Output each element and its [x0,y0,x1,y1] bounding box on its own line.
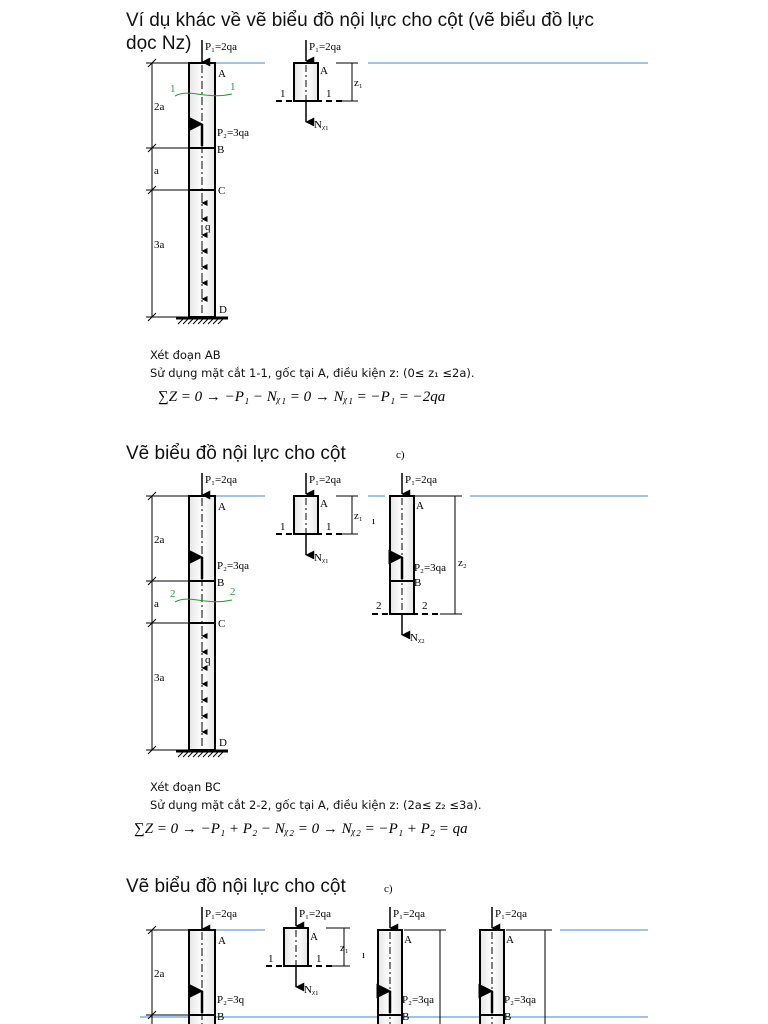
point-a-label: A [218,935,226,947]
section3-title: Vẽ biểu đồ nội lực cho cột [126,876,346,897]
section2-body-line2: Sử dụng mặt cắt 2-2, gốc tại A, điều kiện z: (2a≤ z₂ ≤3a). [150,798,482,812]
q-label: q [205,221,211,233]
p2-label: P₂=3qa [217,127,250,139]
nz1-label: Nᵪ₁ [314,552,329,564]
point-a-label: A [218,68,226,80]
point-c-label: C [218,185,226,197]
section1-title: Ví dụ khác về vẽ biểu đồ nội lực cho cột (vẽ biểu đồ lực dọc Nz) [126,10,594,54]
dim-2a-label: 2a [154,968,165,980]
fbd2-point-a-label: A [416,500,424,512]
dim-2a-label: 2a [154,534,165,546]
nz2-label: Nᵪ₂ [410,632,425,644]
q-label: q [205,654,211,666]
p1-label: P₁=2qa [205,908,238,920]
section2-title: Vẽ biểu đồ nội lực cho cột [126,443,346,464]
dim-a-label: a [154,165,159,177]
p1-label-fbd: P₁=2qa [309,41,342,53]
p1-label-fbd3: P₁=2qa [495,908,528,920]
nz1-label: Nᵪ₁ [304,984,319,996]
z1-label: z₁ [354,510,363,522]
panel-c-label: c) [396,449,405,461]
section2-equation: ∑Z = 0 → −P₁ + P₂ − Nᵪ₂ = 0 → Nᵪ₂ = −P₁ + P₂ = qa [134,821,468,837]
fbd-cut-left: 1 [280,88,286,100]
dim-3a-label: 3a [154,672,165,684]
p2-label: P₂=3q [217,994,245,1006]
section-2-left-label: 2 [170,588,176,600]
p1-label: P₁=2qa [205,474,238,486]
point-c-label: C [218,618,226,630]
nz1-label: Nᵪ₁ [314,119,329,131]
point-d-label: D [219,304,227,316]
section2-column-diagram [0,440,768,770]
fbd-cut-right: 1 [326,88,332,100]
fbd-cut-right: 1 [326,521,332,533]
z2-label: z₂ [458,557,467,569]
point-b-label: B [217,577,225,589]
p1-label-fbd2: P₁=2qa [405,474,438,486]
point-d-label: D [219,737,227,749]
fbd-point-a-label: A [320,498,328,510]
dim-2a-label: 2a [154,101,165,113]
fbd2-cut-right: 2 [422,600,428,612]
p2-label-fbd2: P₂=3qa [402,994,435,1006]
panel-c-label: c) [384,883,393,895]
section-1-left-label: 1 [170,83,176,95]
section3-column-diagram [0,874,768,1024]
dimension-line [146,926,189,1024]
dimension-line [146,492,189,754]
p1-label-fbd2: P₁=2qa [393,908,426,920]
p1-label-fbd: P₁=2qa [299,908,332,920]
fbd-point-a-label: A [310,931,318,943]
z1-label: z₁ [354,77,363,89]
fbd-point-a-label: A [320,65,328,77]
fbd2-cut-left: 2 [376,600,382,612]
dim-3a-label: 3a [154,239,165,251]
dimension-line [146,59,189,321]
section-2-right-label: 2 [230,586,236,598]
p2-label: P₂=3qa [217,560,250,572]
fbd-cut-left: 1 [268,953,274,965]
fbd2-point-b-label: B [402,1011,410,1023]
fbd2-point-a-label: A [404,934,412,946]
tick-mark: ı [362,949,366,961]
dim-a-label: a [154,598,159,610]
section1-body-line1: Xét đoạn AB [150,348,221,362]
point-b-label: B [217,1011,225,1023]
tick-mark: ı [372,515,376,527]
fbd3-point-a-label: A [506,934,514,946]
section1-body-line2: Sử dụng mặt cắt 1-1, gốc tại A, điều kiện z: (0≤ z₁ ≤2a). [150,366,475,380]
section-1-right-label: 1 [230,81,236,93]
support-hatch [178,319,223,324]
fbd-cut-right: 1 [316,953,322,965]
fbd-cut-left: 1 [280,521,286,533]
fbd3-point-b-label: B [504,1011,512,1023]
fbd2-point-b-label: B [414,577,422,589]
support-hatch [178,752,223,757]
section2-body-line1: Xét đoạn BC [150,780,221,794]
section1-column-diagram [0,0,768,340]
section1-equation: ∑Z = 0 → −P₁ − Nᵪ₁ = 0 → Nᵪ₁ = −P₁ = −2qa [158,389,446,405]
point-b-label: B [217,144,225,156]
p2-label-fbd3: P₂=3qa [504,994,537,1006]
p2-label-fbd2: P₂=3qa [414,562,447,574]
p1-label-fbd: P₁=2qa [309,474,342,486]
point-a-label: A [218,501,226,513]
z1-label: z₁ [340,942,349,954]
p1-label: P₁=2qa [205,41,238,53]
